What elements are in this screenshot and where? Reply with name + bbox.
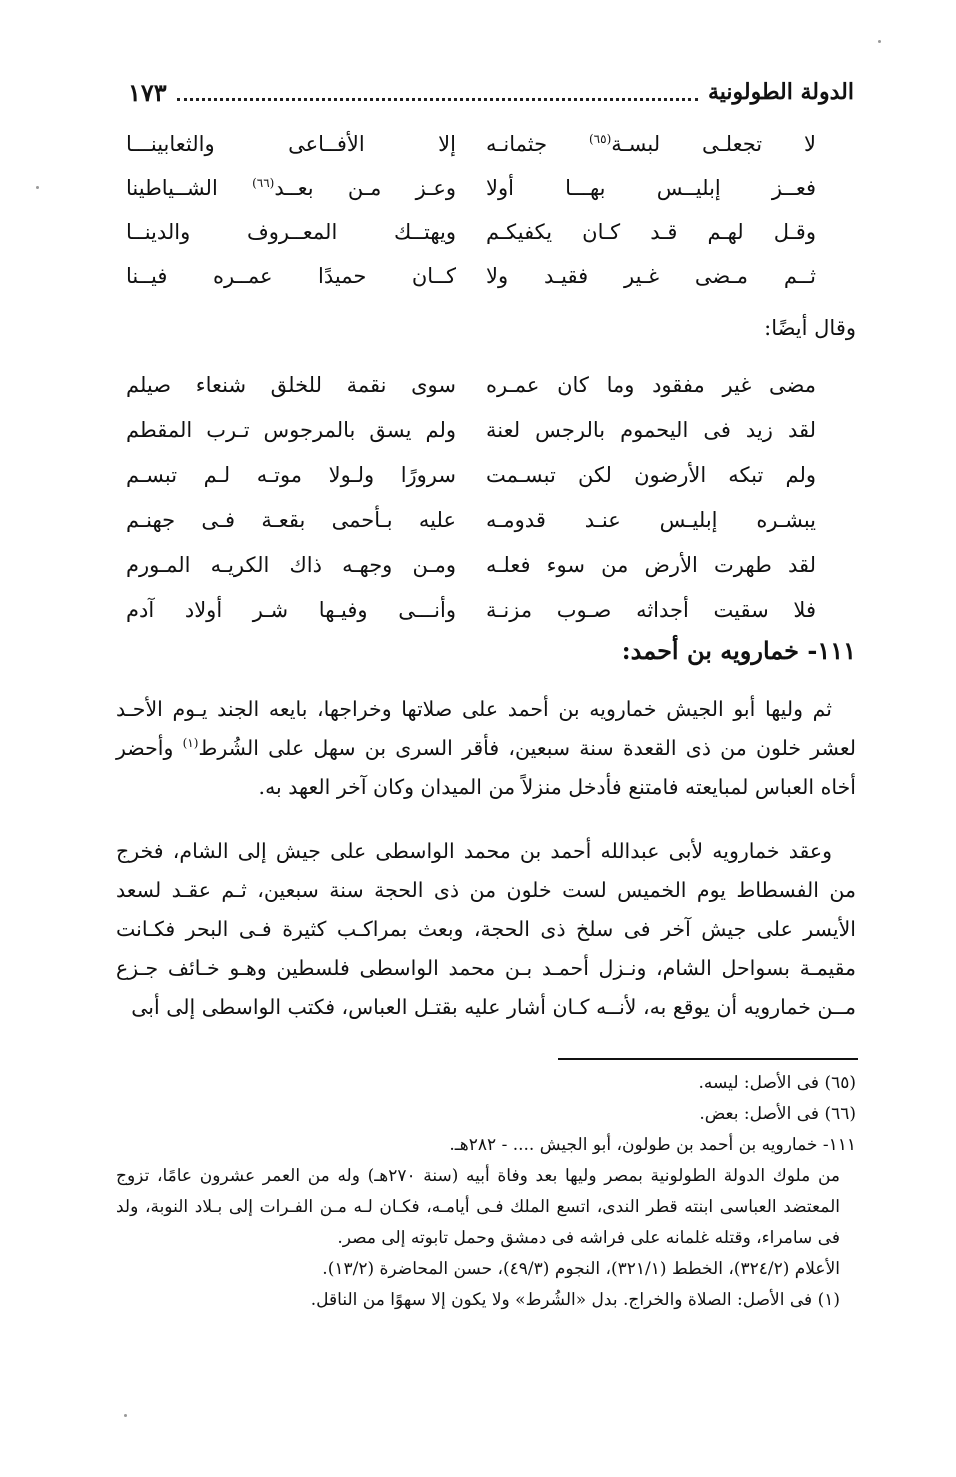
hemistich-text: يبشـره إبليـس عنـد قدومـه	[486, 508, 816, 532]
hemistich-text: وأنـــى وفيـها شـر أولاد آدم	[126, 598, 456, 622]
verse-line	[126, 408, 816, 453]
verse-second-hemistich	[126, 408, 456, 453]
hemistich-text: سوى نقمة للخلق شنعاء صيلم	[126, 373, 456, 397]
biography-note-text: من ملوك الدولة الطولونية بمصر وليها بعد وفاة أبيه (سنة ٢٧٠هـ) وله من العمر عشرون عامًا، تزوج المعتضد العباسى ابنته قطر الندى، اتسع الملك فـى أيامـه، فكـان لـه مـن الفـرات إلى بـلاد النوبة، ولد فى سامراء، وقتله غلمانه على فراشه فى دمشق وحمل تابوته إلى مصر.	[116, 1166, 840, 1248]
verse-second-hemistich	[126, 210, 456, 254]
hemistich-text: ويهتــك المعــروف والدينــا	[126, 220, 456, 244]
hemistich-text: ثــم مـضى غـير فقيـد ولا	[486, 264, 816, 288]
verse-second-hemistich	[126, 588, 456, 633]
verse-line	[126, 363, 816, 408]
hemistich-text: فلا سقيت أجداثه صـوب مزنـة	[486, 598, 816, 622]
verse-first-hemistich	[486, 166, 816, 210]
hemistich-text: إلا الأفــاعى والثعابينـــا	[126, 132, 456, 156]
hemistich-text: كــان حميدًا عمــره فيــنا	[126, 264, 456, 288]
hemistich-text: عليه بـأحمى بقعـة فـى جهنـم	[126, 508, 456, 532]
verse-line	[126, 210, 816, 254]
hemistich-text: ولم يسق بالمرجوس تـرب المقطم	[126, 418, 456, 442]
footnote-marker[interactable]: (١)	[182, 736, 199, 751]
verse-second-hemistich	[126, 453, 456, 498]
footnote-65: (٦٥) فى الأصل: ليسه.	[698, 1073, 856, 1093]
verse-first-hemistich	[486, 408, 816, 453]
verse-line	[126, 166, 816, 210]
hemistich-text: وعـز مـن بعــد	[274, 176, 456, 200]
footnote-marker[interactable]: (٦٦)	[252, 176, 275, 190]
section-heading: ١١١- خمارويه بن أحمد:	[621, 636, 856, 665]
page-number: ١٧٣	[128, 77, 167, 107]
verse-second-hemistich	[126, 122, 456, 166]
hemistich-text: جثمانـه	[486, 132, 589, 156]
footnote-separator	[558, 1058, 858, 1060]
hemistich-text: لقد زيد فى اليحموم بالرجس لعنة	[486, 418, 816, 442]
verse-line	[126, 122, 816, 166]
paragraph-text: ثم وليها أبو الجيش خمارويه بن أحمد على صلاتها وخراجها، بايعه الجند يـوم الأحـد لعشر خلون من ذى القعدة سنة سبعين، فأقر السرى بن سهل على الشُرط	[116, 697, 856, 760]
verse-second-hemistich	[126, 166, 456, 210]
paragraph-text: وأحضر أخاه العباس لمبايعته فامتنع فأدخل منزلاً من الميدان وكان آخر العهد به.	[116, 736, 856, 799]
poem-first	[126, 122, 816, 298]
verse-line	[126, 453, 816, 498]
paper-speck	[36, 186, 39, 189]
verse-first-hemistich	[486, 254, 816, 298]
verse-first-hemistich	[486, 498, 816, 543]
verse-line	[126, 543, 816, 588]
poem-second	[126, 363, 816, 633]
body-paragraph	[116, 690, 856, 807]
verse-first-hemistich	[486, 543, 816, 588]
hemistich-text: وقـل لهـم قـد كـان يكفيكـم	[486, 220, 816, 244]
verse-first-hemistich	[486, 588, 816, 633]
hemistich-text: ومـن وجهـه ذاك الكريـه المـورم	[126, 553, 456, 577]
verse-first-hemistich	[486, 210, 816, 254]
footnotes	[116, 1068, 856, 1316]
biography-references: الأعلام (٣٢٤/٢)، الخطط (٣٢١/١)، النجوم (٤٩/٣)، حسن المحاضرة (١٣/٢).	[322, 1259, 840, 1279]
hemistich-text: ولم تبكه الأرضون لكن تبسـمت	[486, 463, 816, 487]
footnote-marker[interactable]: (٦٥)	[588, 132, 612, 146]
verse-line	[126, 498, 816, 543]
body-paragraph: وعقد خمارويه لأبى عبدالله أحمد بن محمد الواسطى على جيش إلى الشام، فخرج من الفسطاط يوم الخميس لست خلون من ذى الحجة سنة سبعين، ثـم عقـد لسعد الأيسر على جيش آخر فى سلخ ذى الحجة، وبعث بمراكـب كثيرة فـى البحر فكـانت مقيمـة بسواحل الشام، ونـزل أحمـد بـن محمد الواسطى فلسطين وهـو خـائف جـزع مــن خمارويه أن يوقع به، لأنــه كـان أشار عليه بقتـل العباس، فكتب الواسطى إلى أبى	[116, 839, 856, 1019]
paper-speck	[124, 1414, 127, 1417]
verse-second-hemistich	[126, 254, 456, 298]
hemistich-text: لا تجعلـى لبسـة	[611, 132, 816, 156]
paper-speck	[878, 40, 881, 43]
hemistich-text: فعــز إبليــس بهـــا أولا	[486, 176, 816, 200]
hemistich-text: الشــياطينا	[126, 176, 253, 200]
footnote-1: (١) فى الأصل: الصلاة والخراج. بدل «الشُرط» ولا يكون إلا سهوًا من الناقل.	[310, 1290, 840, 1310]
verse-line	[126, 254, 816, 298]
hemistich-text: لقد طهرت الأرض من سوء فعلـه	[486, 553, 816, 577]
footnote-66: (٦٦) فى الأصل: بعض.	[699, 1104, 856, 1124]
verse-first-hemistich	[486, 453, 816, 498]
verse-second-hemistich	[126, 498, 456, 543]
verse-first-hemistich	[486, 122, 816, 166]
hemistich-text: مضى غير مفقود وما كان عمـره	[486, 373, 816, 397]
running-header	[128, 74, 854, 110]
biography-note-title: ١١١- خمارويه بن أحمد بن طولون، أبو الجيش .... - ٢٨٢هـ.	[449, 1135, 856, 1155]
verse-first-hemistich	[486, 363, 816, 408]
poem-intro: وقال أيضًا:	[764, 316, 856, 340]
verse-line	[126, 588, 816, 633]
leader-dots	[177, 84, 698, 101]
running-title: الدولة الطولونية	[708, 79, 854, 105]
hemistich-text: سرورًا ولـولا موتـه لـم تبسـم	[126, 463, 456, 487]
verse-second-hemistich	[126, 363, 456, 408]
verse-second-hemistich	[126, 543, 456, 588]
